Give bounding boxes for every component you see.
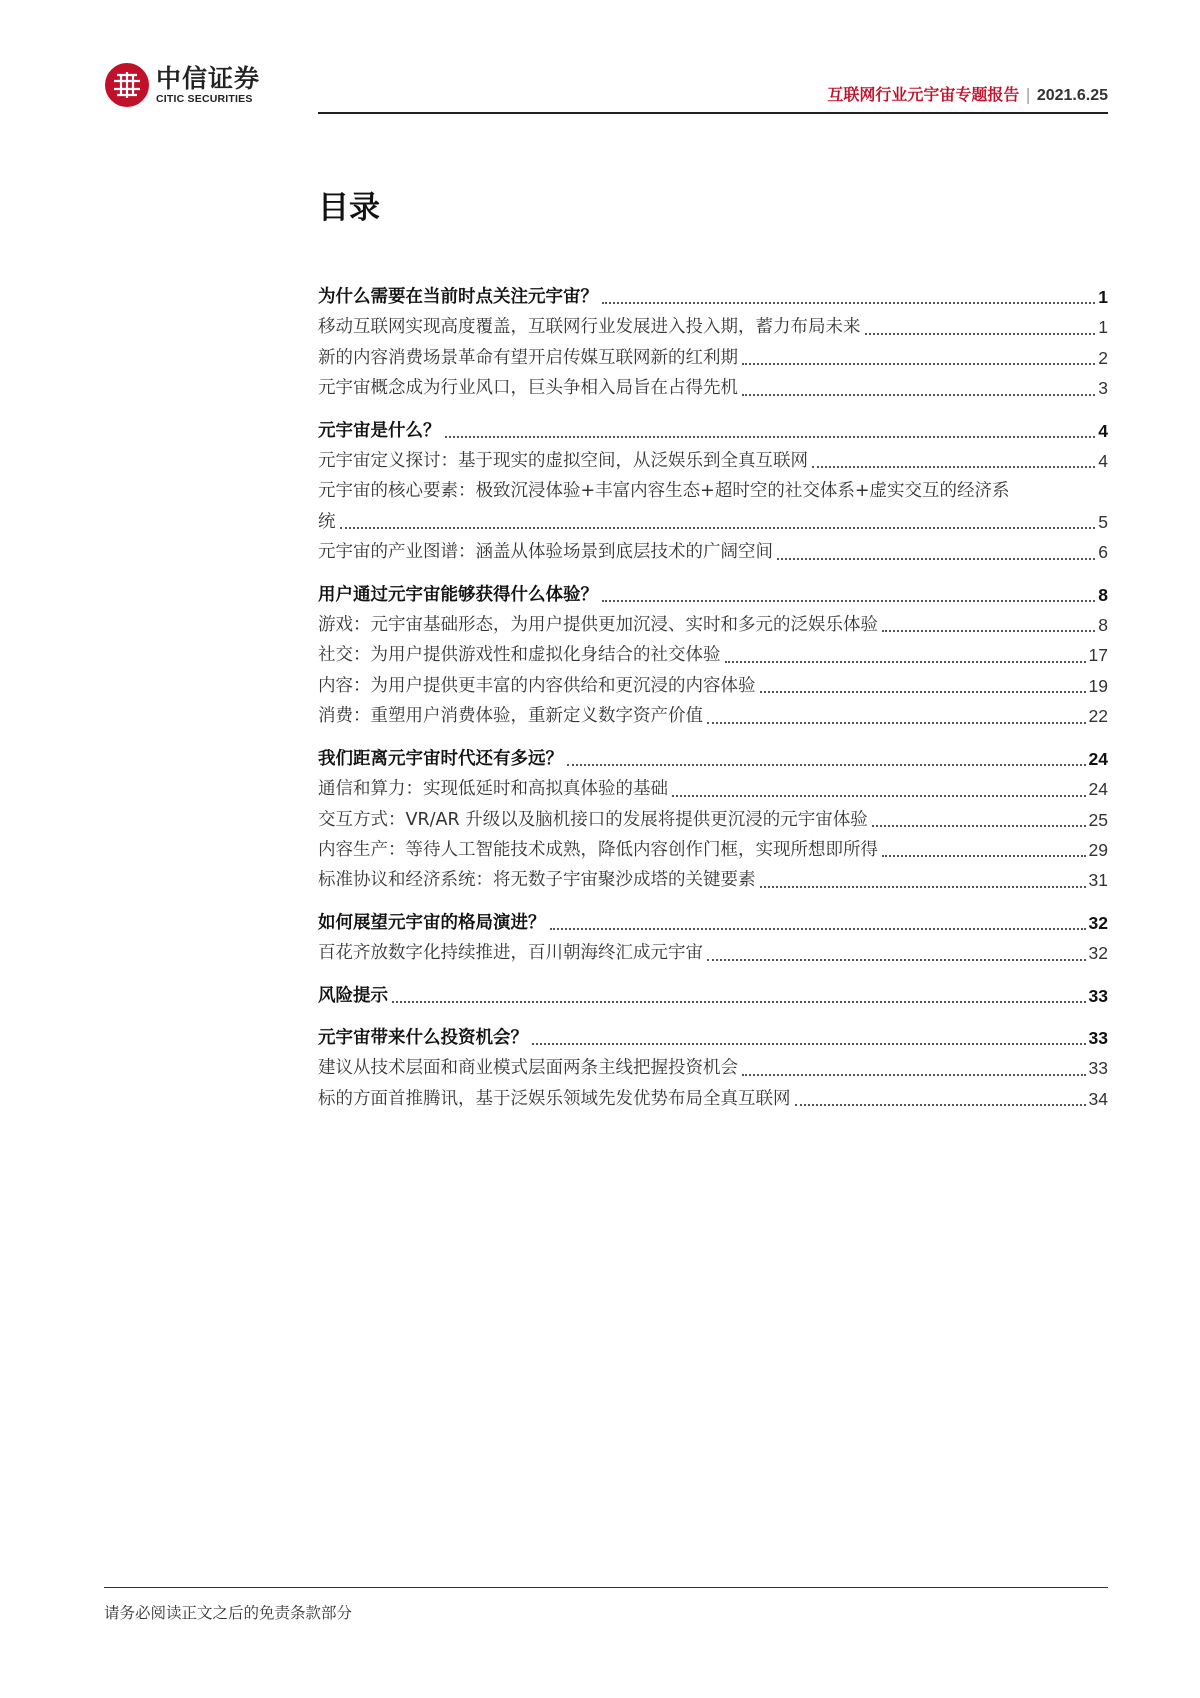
leader-dots bbox=[532, 1043, 1086, 1045]
leader-dots bbox=[392, 1001, 1086, 1003]
toc-section bbox=[318, 416, 1108, 568]
toc-item-label: 移动互联网实现高度覆盖，互联网行业发展进入投入期，蓄力布局未来 bbox=[318, 317, 861, 338]
toc-heading[interactable] bbox=[318, 981, 1108, 1011]
toc-item-label: 通信和算力：实现低延时和高拟真体验的基础 bbox=[318, 779, 668, 800]
toc-page-number: 32 bbox=[1088, 912, 1108, 933]
report-header bbox=[827, 84, 1108, 107]
toc-page-number: 22 bbox=[1088, 706, 1108, 727]
toc-title: 目录 bbox=[318, 190, 380, 226]
leader-dots bbox=[760, 691, 1086, 693]
report-title: 互联网行业元宇宙专题报告 bbox=[827, 85, 1020, 104]
toc-heading[interactable] bbox=[318, 282, 1108, 312]
leader-dots bbox=[707, 959, 1086, 961]
toc-item[interactable] bbox=[318, 610, 1108, 640]
toc-item-label: 元宇宙定义探讨：基于现实的虚拟空间，从泛娱乐到全真互联网 bbox=[318, 451, 808, 472]
toc-page-number: 19 bbox=[1088, 675, 1108, 696]
toc-heading-label: 为什么需要在当前时点关注元宇宙？ bbox=[318, 287, 598, 307]
toc-page-number: 25 bbox=[1088, 809, 1108, 830]
toc-section bbox=[318, 282, 1108, 404]
header-divider bbox=[318, 112, 1108, 114]
toc-item[interactable] bbox=[318, 343, 1108, 373]
toc-item-label-line1: 元宇宙的核心要素：极致沉浸体验+丰富内容生态+超时空的社交体系+虚实交互的经济系 bbox=[318, 481, 1010, 502]
citic-logo-icon bbox=[104, 62, 150, 108]
toc-section bbox=[318, 908, 1108, 969]
toc-heading[interactable] bbox=[318, 744, 1108, 774]
toc-heading-label: 风险提示 bbox=[318, 985, 388, 1006]
leader-dots bbox=[760, 886, 1086, 888]
toc-page-number: 8 bbox=[1098, 615, 1108, 636]
toc-page-number: 24 bbox=[1088, 748, 1108, 769]
toc-item[interactable] bbox=[318, 640, 1108, 670]
toc-heading-label: 如何展望元宇宙的格局演进？ bbox=[318, 912, 546, 933]
toc-page-number: 1 bbox=[1098, 287, 1108, 307]
table-of-contents bbox=[318, 282, 1108, 1126]
toc-item-label: 交互方式：VR/AR 升级以及脑机接口的发展将提供更沉浸的元宇宙体验 bbox=[318, 809, 868, 830]
toc-item-label: 百花齐放数字化持续推进，百川朝海终汇成元宇宙 bbox=[318, 943, 703, 964]
leader-dots bbox=[882, 855, 1086, 857]
toc-item-wrapped[interactable] bbox=[318, 476, 1108, 537]
toc-page-number: 33 bbox=[1088, 1027, 1108, 1048]
toc-page-number: 6 bbox=[1098, 542, 1108, 563]
footer-divider bbox=[104, 1587, 1108, 1588]
leader-dots bbox=[795, 1104, 1086, 1106]
toc-page-number: 32 bbox=[1088, 943, 1108, 964]
toc-section bbox=[318, 744, 1108, 896]
toc-page-number: 29 bbox=[1088, 839, 1108, 860]
toc-item[interactable] bbox=[318, 446, 1108, 476]
leader-dots bbox=[602, 600, 1095, 602]
toc-heading-label: 元宇宙带来什么投资机会？ bbox=[318, 1027, 528, 1048]
toc-item-label: 消费：重塑用户消费体验，重新定义数字资产价值 bbox=[318, 706, 703, 727]
toc-item[interactable] bbox=[318, 835, 1108, 865]
leader-dots bbox=[672, 795, 1086, 797]
leader-dots bbox=[567, 764, 1086, 766]
toc-heading-label: 用户通过元宇宙能够获得什么体验？ bbox=[318, 584, 598, 605]
toc-item[interactable] bbox=[318, 312, 1108, 342]
toc-item[interactable] bbox=[318, 938, 1108, 968]
leader-dots bbox=[882, 630, 1095, 632]
toc-item[interactable] bbox=[318, 774, 1108, 804]
toc-item[interactable] bbox=[318, 865, 1108, 895]
toc-item-label: 建议从技术层面和商业模式层面两条主线把握投资机会 bbox=[318, 1058, 738, 1079]
toc-page-number: 34 bbox=[1088, 1088, 1108, 1109]
toc-heading-label: 我们距离元宇宙时代还有多远？ bbox=[318, 748, 563, 769]
toc-section bbox=[318, 981, 1108, 1011]
leader-dots bbox=[865, 333, 1096, 335]
toc-item-label: 游戏：元宇宙基础形态，为用户提供更加沉浸、实时和多元的泛娱乐体验 bbox=[318, 615, 878, 636]
header-separator: | bbox=[1025, 85, 1031, 104]
toc-item[interactable] bbox=[318, 701, 1108, 731]
toc-page-number: 31 bbox=[1088, 870, 1108, 891]
toc-heading-label: 元宇宙是什么？ bbox=[318, 420, 441, 441]
toc-item-label: 元宇宙概念成为行业风口，巨头争相入局旨在占得先机 bbox=[318, 378, 738, 399]
company-logo bbox=[104, 62, 260, 108]
toc-page-number: 5 bbox=[1098, 511, 1108, 532]
toc-heading[interactable] bbox=[318, 416, 1108, 446]
toc-page-number: 17 bbox=[1088, 645, 1108, 666]
toc-page-number: 8 bbox=[1098, 584, 1108, 605]
toc-item-label: 标准协议和经济系统：将无数子宇宙聚沙成塔的关键要素 bbox=[318, 870, 756, 891]
toc-heading[interactable] bbox=[318, 1023, 1108, 1053]
toc-page-number: 3 bbox=[1098, 378, 1108, 399]
leader-dots bbox=[742, 363, 1095, 365]
logo-english-name: CITIC SECURITIES bbox=[156, 93, 253, 105]
toc-item[interactable] bbox=[318, 1053, 1108, 1083]
toc-heading[interactable] bbox=[318, 580, 1108, 610]
toc-page-number: 4 bbox=[1098, 451, 1108, 472]
leader-dots bbox=[340, 527, 1096, 529]
toc-item-label: 内容：为用户提供更丰富的内容供给和更沉浸的内容体验 bbox=[318, 675, 756, 696]
leader-dots bbox=[742, 394, 1095, 396]
toc-item-label: 新的内容消费场景革命有望开启传媒互联网新的红利期 bbox=[318, 347, 738, 368]
toc-heading[interactable] bbox=[318, 908, 1108, 938]
leader-dots bbox=[777, 558, 1095, 560]
toc-section bbox=[318, 1023, 1108, 1114]
logo-chinese-name: 中信证券 bbox=[156, 64, 261, 93]
toc-item-continuation bbox=[318, 507, 1108, 537]
leader-dots bbox=[602, 302, 1095, 304]
toc-item-label: 元宇宙的产业图谱：涵盖从体验场景到底层技术的广阔空间 bbox=[318, 542, 773, 563]
toc-page-number: 1 bbox=[1098, 317, 1108, 338]
footer-disclaimer: 请务必阅读正文之后的免责条款部分 bbox=[104, 1604, 353, 1622]
leader-dots bbox=[872, 825, 1086, 827]
toc-page-number: 4 bbox=[1098, 420, 1108, 441]
toc-item-label: 标的方面首推腾讯，基于泛娱乐领域先发优势布局全真互联网 bbox=[318, 1088, 791, 1109]
toc-page-number: 2 bbox=[1098, 347, 1108, 368]
toc-item[interactable] bbox=[318, 537, 1108, 567]
leader-dots bbox=[812, 466, 1095, 468]
toc-item-label: 社交：为用户提供游戏性和虚拟化身结合的社交体验 bbox=[318, 645, 721, 666]
toc-item-label-line2: 统 bbox=[318, 511, 336, 532]
leader-dots bbox=[707, 722, 1086, 724]
toc-item-label: 内容生产：等待人工智能技术成熟，降低内容创作门框，实现所想即所得 bbox=[318, 839, 878, 860]
toc-item[interactable] bbox=[318, 1084, 1108, 1114]
toc-item[interactable] bbox=[318, 805, 1108, 835]
leader-dots bbox=[445, 436, 1096, 438]
toc-page-number: 24 bbox=[1088, 779, 1108, 800]
leader-dots bbox=[550, 928, 1086, 930]
leader-dots bbox=[742, 1074, 1086, 1076]
toc-page-number: 33 bbox=[1088, 985, 1108, 1006]
toc-item[interactable] bbox=[318, 373, 1108, 403]
toc-item[interactable] bbox=[318, 671, 1108, 701]
leader-dots bbox=[725, 661, 1086, 663]
toc-section bbox=[318, 580, 1108, 732]
toc-page-number: 33 bbox=[1088, 1058, 1108, 1079]
report-date: 2021.6.25 bbox=[1036, 87, 1108, 104]
